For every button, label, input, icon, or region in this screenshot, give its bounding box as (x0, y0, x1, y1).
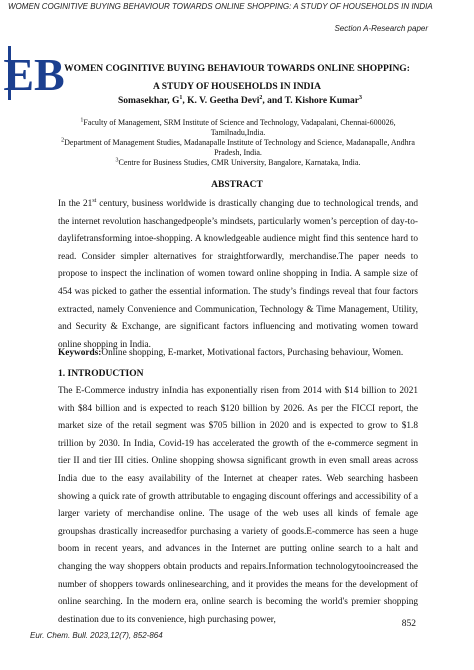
running-title: WOMEN COGINITIVE BUYING BEHAVIOUR TOWARDS ONLINE SHOPPING: A STUDY OF HOUSEHOLDS IN INDIA (8, 2, 433, 11)
affiliation-1: $^1$Faculty of Management, SRM Institute of Science and Technology, Vadapalani, Chennai-600026, Tamilnadu,India. (80, 117, 396, 137)
author-3: T. Kishore Kumar (284, 96, 359, 106)
author-separator: , (182, 96, 188, 106)
introduction-body: The E-Commerce industry inIndia has exponentially risen from 2014 with $14 billion to 2021 with $84 billion and is expected to reach $120 billion by 2026. As per the FICCI report, the market size of the retail segment was $705 billion in 2020 and is expected to grow to $1.8 trillion by 2030. In India, Covid-19 has accelerated the growth of the e-commerce segment in tier II and tier III cities. Online shopping showsa significant growth in even small areas across India due to the easy availability of the Internet at cheaper rates. Web searching hasbeen showing a quick rate of growth attributable to engaging discount offerings and accessibility of a larger variety of merchandise online. The usage of the web uses all kinds of female age groupshas drastically increasedfor purchasing a variety of goods.E-commerce has seen a huge boom in recent years, and advances in the Internet are putting online search to a halt and changing the way shoppers obtain products and repairs.Information technologytooincreased the number of shoppers towards onlinesearching, and it provides the means for the development of online searching. In the modern era, online search is becoming the world's premier shopping destination due to its convenience, high purchasing power, (58, 386, 418, 625)
title-line-1: WOMEN COGINITIVE BUYING BEHAVIOUR TOWARDS ONLINE SHOPPING: (64, 64, 410, 74)
journal-citation: Eur. Chem. Bull. 2023,12(7), 852-864 (30, 631, 163, 640)
author-3-sup: 3 (359, 94, 362, 101)
author-list (60, 96, 420, 106)
paper-title (62, 60, 412, 96)
affiliations (58, 118, 418, 168)
author-1-sup: 1 (179, 94, 183, 101)
abstract-body: In the 21st century, business worldwide is drastically changing due to technological trends, and the internet revolution haschangedpeople’s mindsets, particularly women’s perception of day-to-daylifetransforming intoe-shopping. A knowledgeable audience might find this sentence hard to read. Consider simpler alternatives for straightforwardly, merchandise.The paper needs to propose to inspect the inclination of women toward online shopping in India. A sample size of 454 was picked to gather the essential information. The study’s findings reveal that four factors extracted, namely Convenience and Communication, Technology & Time Management, Utility, and Security & Exchange, are significant factors influencing and motivating women toward online shopping in India. (58, 197, 418, 350)
keywords-text: Online shopping, E-market, Motivational factors, Purchasing behaviour, Women. (101, 348, 404, 358)
page-number: 852 (401, 619, 416, 629)
abstract-heading: ABSTRACT (211, 180, 263, 190)
author-2: K. V. Geetha Devi (187, 96, 260, 106)
author-separator: , and (262, 96, 285, 106)
keywords (58, 345, 418, 363)
title-line-2: A STUDY OF HOUSEHOLDS IN INDIA (153, 82, 321, 92)
section-label: Section A-Research paper (334, 24, 428, 33)
affiliation-2: $^2$Department of Management Studies, Madanapalle Institute of Technology and Science, Madanapalle, Andhra Pradesh, India. (61, 137, 415, 157)
affiliation-3: $^3$Centre for Business Studies, CMR University, Bangalore, Karnataka, India. (115, 157, 361, 167)
section-heading-introduction: 1. INTRODUCTION (58, 369, 144, 379)
journal-logo (3, 44, 65, 102)
logo-letters: EB (3, 49, 65, 100)
author-2-sup: 2 (259, 94, 263, 101)
keywords-label: Keywords: (58, 348, 102, 358)
author-1: Somasekhar, G (117, 96, 180, 106)
